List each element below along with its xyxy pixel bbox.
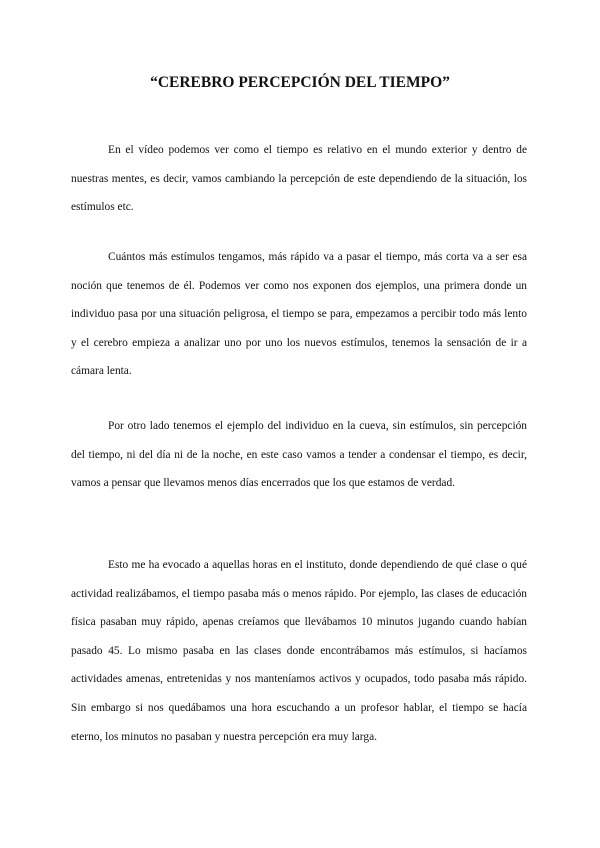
paragraph: Cuántos más estímulos tengamos, más rápido va a pasar el tiempo, más corta va a ser esa noción que tenemos de él. Podemos ver como nos exponen dos ejemplos, una primera donde un individuo pasa por una situación peligrosa, el tiempo se para, empezamos a percibir todo más lento y el cerebro empieza a analizar uno por uno los nuevos estímulos, tenemos la sensación de ir a cámara lenta. (71, 251, 527, 378)
paragraph: En el vídeo podemos ver como el tiempo es relativo en el mundo exterior y dentro de nuestras mentes, es decir, vamos cambiando la percepción de este dependiendo de la situación, los estímulos etc. (71, 144, 527, 214)
paragraph: Por otro lado tenemos el ejemplo del individuo en la cueva, sin estímulos, sin percepción del tiempo, ni del día ni de la noche, en este caso vamos a tender a condensar el tiempo, es decir, vamos a pensar que llevamos menos días encerrados que los que estamos de verdad. (71, 420, 527, 490)
document-title: “CEREBRO PERCEPCIÓN DEL TIEMPO” (150, 74, 450, 91)
paragraph: Esto me ha evocado a aquellas horas en el instituto, donde dependiendo de qué clase o qué actividad realizábamos, el tiempo pasaba más o menos rápido. Por ejemplo, las clases de educación física pasaban muy rápido, apenas creíamos que llevábamos 10 minutos jugando cuando habían pasado 45. Lo mismo pasaba en las clases donde encontrábamos más estímulos, si hacíamos actividades amenas, entretenidas y nos manteníamos activos y ocupados, todo pasaba más rápido. Sin embargo si nos quedábamos una hora escuchando a un profesor hablar, el tiempo se hacía eterno, los minutos no pasaban y nuestra percepción era muy larga. (71, 559, 527, 743)
